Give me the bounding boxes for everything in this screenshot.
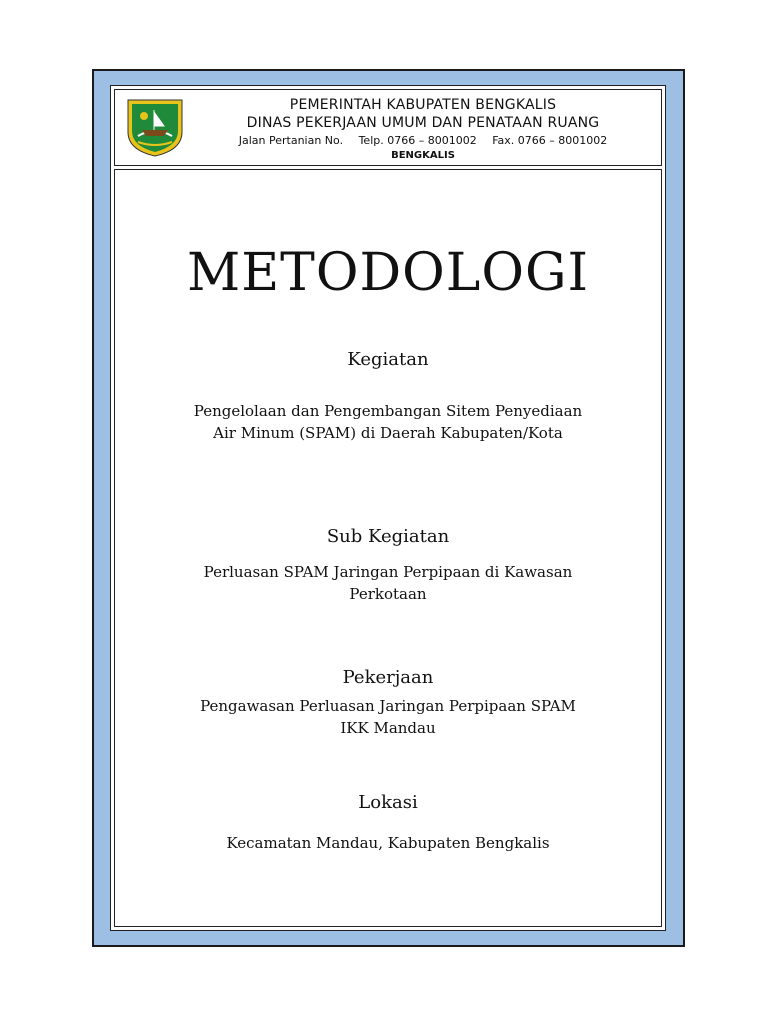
fax: Fax. 0766 – 8001002 [492, 134, 608, 147]
section-body-pekerjaan [151, 695, 625, 739]
section-body-lokasi [151, 832, 625, 854]
address: Jalan Pertanian No. [238, 134, 344, 147]
cover-page [110, 85, 666, 931]
city: BENGKALIS [391, 150, 455, 161]
section-heading-pekerjaan: Pekerjaan [342, 667, 434, 688]
document-title: METODOLOGI [186, 243, 590, 303]
section-line: Perluasan SPAM Jaringan Perpipaan di Kawasan [203, 563, 573, 581]
section-line: Perkotaan [349, 585, 427, 603]
letterhead-text [185, 96, 661, 163]
section-body-kegiatan [151, 400, 625, 444]
govt-name: PEMERINTAH KABUPATEN BENGKALIS [289, 97, 557, 113]
letterhead [114, 89, 662, 166]
section-line: IKK Mandau [340, 719, 436, 737]
regency-emblem-icon [124, 96, 186, 158]
section-heading-kegiatan: Kegiatan [347, 349, 429, 370]
section-heading-lokasi: Lokasi [358, 792, 418, 813]
section-heading-sub-kegiatan: Sub Kegiatan [326, 526, 450, 547]
department-name: DINAS PEKERJAAN UMUM DAN PENATAAN RUANG [246, 115, 600, 131]
section-line: Pengelolaan dan Pengembangan Sitem Penyediaan [193, 402, 583, 420]
section-line: Pengawasan Perluasan Jaringan Perpipaan SPAM [200, 697, 576, 715]
contact-line [185, 133, 661, 149]
section-body-sub-kegiatan [151, 561, 625, 605]
phone: Telp. 0766 – 8001002 [358, 134, 477, 147]
section-line: Kecamatan Mandau, Kabupaten Bengkalis [226, 834, 550, 852]
section-line: Air Minum (SPAM) di Daerah Kabupaten/Kota [213, 424, 563, 442]
